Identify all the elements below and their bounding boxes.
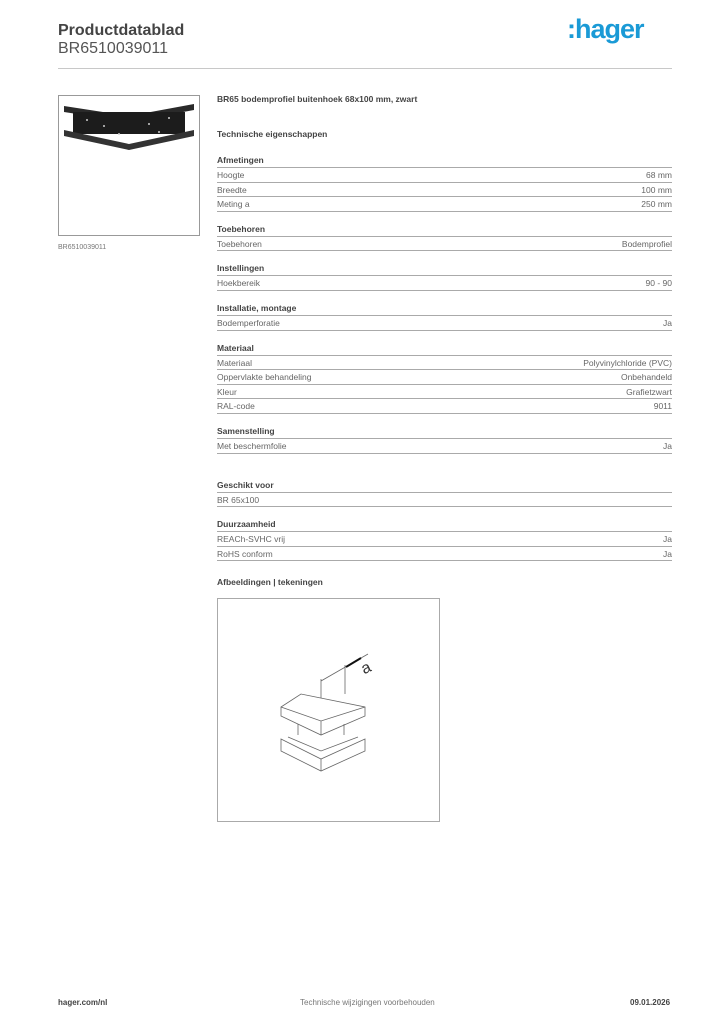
section-title: Installatie, montage [217, 301, 672, 316]
spec-column [217, 94, 672, 561]
tech-title: Technische eigenschappen [217, 129, 328, 139]
section-title: Geschikt voor [217, 478, 672, 493]
spec-section [217, 261, 672, 291]
spec-row [217, 493, 672, 508]
spec-row [217, 439, 672, 454]
spec-section [217, 153, 672, 212]
section-title: Afmetingen [217, 153, 672, 168]
product-image [58, 95, 200, 236]
spec-row [217, 168, 672, 183]
spec-section [217, 517, 672, 561]
spec-value: Bodemprofiel [621, 238, 672, 249]
spec-row [217, 532, 672, 547]
spec-row [217, 316, 672, 331]
spec-row [217, 385, 672, 400]
dimension-label-a: a [358, 658, 374, 678]
technical-drawing [217, 598, 440, 822]
spec-sections [217, 153, 672, 561]
spec-value: 9011 [653, 401, 672, 412]
spec-value: 100 mm [641, 184, 672, 195]
spec-row [217, 183, 672, 198]
spec-row [217, 237, 672, 252]
spec-value: Polyvinylchloride (PVC) [583, 357, 672, 368]
spec-label: Met beschermfolie [217, 440, 287, 451]
spec-label: Materiaal [217, 357, 252, 368]
header-divider [58, 68, 672, 69]
spec-row [217, 547, 672, 562]
section-title: Toebehoren [217, 222, 672, 237]
section-title: Duurzaamheid [217, 517, 672, 532]
footer-website-link[interactable]: hager.com/nl [58, 998, 108, 1007]
image-caption: BR6510039011 [58, 244, 107, 251]
spec-value: 250 mm [641, 199, 672, 210]
spec-label: Kleur [217, 386, 237, 397]
section-title: Instellingen [217, 261, 672, 276]
spec-value: Ja [663, 548, 672, 559]
spec-label: Breedte [217, 184, 247, 195]
spec-label: Bodemperforatie [217, 317, 280, 328]
spec-value: Ja [663, 534, 672, 545]
spec-row [217, 399, 672, 414]
spec-label: Hoogte [217, 170, 245, 180]
section-title: Materiaal [217, 341, 672, 356]
drawings-title: Afbeeldingen | tekeningen [217, 577, 323, 587]
spec-value: Onbehandeld [620, 372, 672, 383]
spec-section [217, 424, 672, 454]
spec-section [217, 478, 672, 508]
page-title: Productdatablad [58, 22, 185, 39]
product-name: BR65 bodemprofiel buitenhoek 68x100 mm, zwart [217, 94, 418, 104]
spec-section [217, 341, 672, 414]
spec-label: BR 65x100 [217, 494, 260, 505]
spec-value: Grafietzwart [626, 386, 672, 397]
spec-row [217, 197, 672, 212]
hager-logo: :hager [567, 14, 644, 44]
spec-row [217, 370, 672, 385]
section-title: Samenstelling [217, 424, 672, 439]
spec-value: Ja [663, 440, 672, 451]
spec-value: 68 mm [646, 170, 672, 180]
spec-value: 90 - 90 [645, 278, 672, 289]
footer-date: 09.01.2026 [630, 998, 671, 1007]
spec-label: RAL-code [217, 401, 255, 412]
spec-value: Ja [663, 317, 672, 328]
spec-row [217, 276, 672, 291]
spec-label: REACh-SVHC vrij [217, 534, 286, 545]
spec-label: Meting a [217, 199, 250, 210]
spec-section [217, 301, 672, 331]
spec-label: Oppervlakte behandeling [217, 372, 312, 383]
spec-label: RoHS conform [217, 548, 273, 559]
spec-section [217, 222, 672, 252]
product-code: BR6510039011 [58, 40, 169, 57]
spec-row [217, 356, 672, 371]
spec-label: Hoekbereik [217, 278, 260, 289]
footer-note: Technische wijzigingen voorbehouden [300, 998, 435, 1007]
spec-label: Toebehoren [217, 238, 262, 249]
